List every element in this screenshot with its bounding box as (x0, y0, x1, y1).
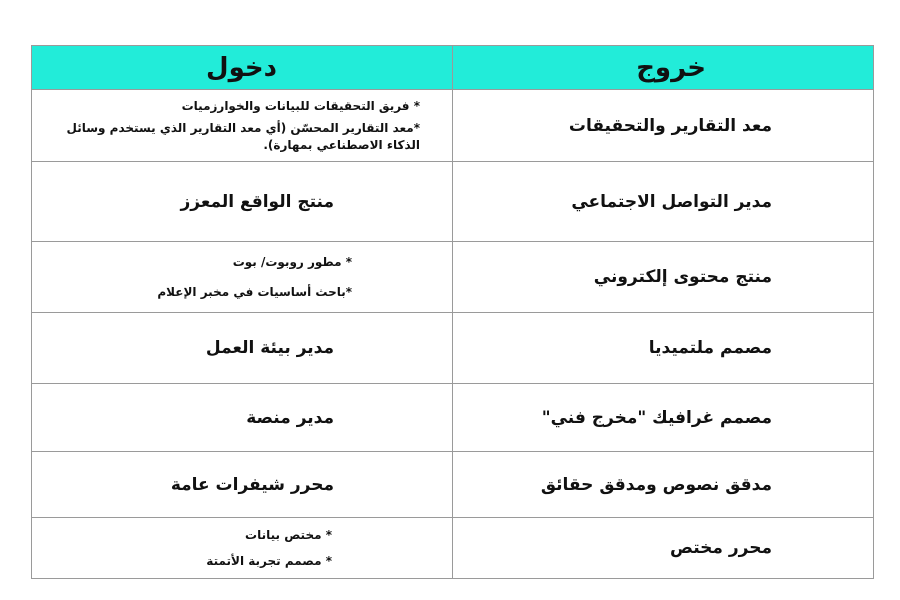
exit-role: مدقق نصوص ومدقق حقائق (540, 474, 772, 495)
exit-role: محرر مختص (670, 538, 772, 558)
exit-role: مصمم غرافيك "مخرج فني" (541, 407, 772, 428)
entry-list-item: * فريق التحقيقات للبيانات والخوارزميات (181, 99, 420, 114)
entry-cell (32, 518, 453, 579)
exit-cell (453, 162, 874, 242)
exit-cell (453, 452, 874, 518)
entry-cell (32, 452, 453, 518)
table-row (32, 452, 874, 518)
entry-list-item: * مختص بيانات (245, 527, 332, 542)
entry-cell (32, 90, 453, 162)
exit-cell (453, 384, 874, 452)
header-exit-cell (453, 46, 874, 90)
entry-cell (32, 242, 453, 313)
table-row (32, 313, 874, 384)
roles-table (31, 45, 874, 579)
entry-role: مدير منصة (246, 407, 334, 428)
exit-role: مصمم ملتميديا (648, 338, 772, 358)
table-row (32, 242, 874, 313)
entry-cell (32, 162, 453, 242)
table-row (32, 162, 874, 242)
entry-list-item: *باحث أساسيات في مخبر الإعلام (157, 285, 352, 299)
header-entry-label: دخول (206, 52, 277, 83)
entry-list-item: * مطور روبوت/ بوت (232, 254, 352, 269)
entry-list (32, 254, 452, 300)
entry-cell (32, 384, 453, 452)
exit-cell (453, 518, 874, 579)
exit-cell (453, 90, 874, 162)
exit-cell (453, 242, 874, 313)
table-row (32, 90, 874, 162)
exit-cell (453, 313, 874, 384)
entry-list-item: *معد التقارير المحسّن (أي معد التقارير الذي يستخدم وسائل الذكاء الاصطناعي بمهارة). (66, 121, 420, 152)
entry-role: محرر شيفرات عامة (170, 474, 334, 495)
table-row (32, 384, 874, 452)
entry-list-item: * مصمم تجربة الأتمتة (206, 554, 332, 568)
exit-role: منتج محتوى إلكتروني (593, 267, 772, 287)
table-row (32, 518, 874, 579)
entry-list (32, 527, 452, 569)
entry-role: مدير بيئة العمل (205, 338, 334, 358)
header-row (32, 46, 874, 90)
entry-role: منتج الواقع المعزز (180, 191, 334, 212)
exit-role: مدير التواصل الاجتماعي (571, 191, 772, 212)
exit-role: معد التقارير والتحقيقات (568, 115, 772, 136)
header-entry-cell (32, 46, 453, 90)
header-exit-label: خروج (636, 52, 706, 83)
entry-cell (32, 313, 453, 384)
entry-list (32, 98, 452, 153)
